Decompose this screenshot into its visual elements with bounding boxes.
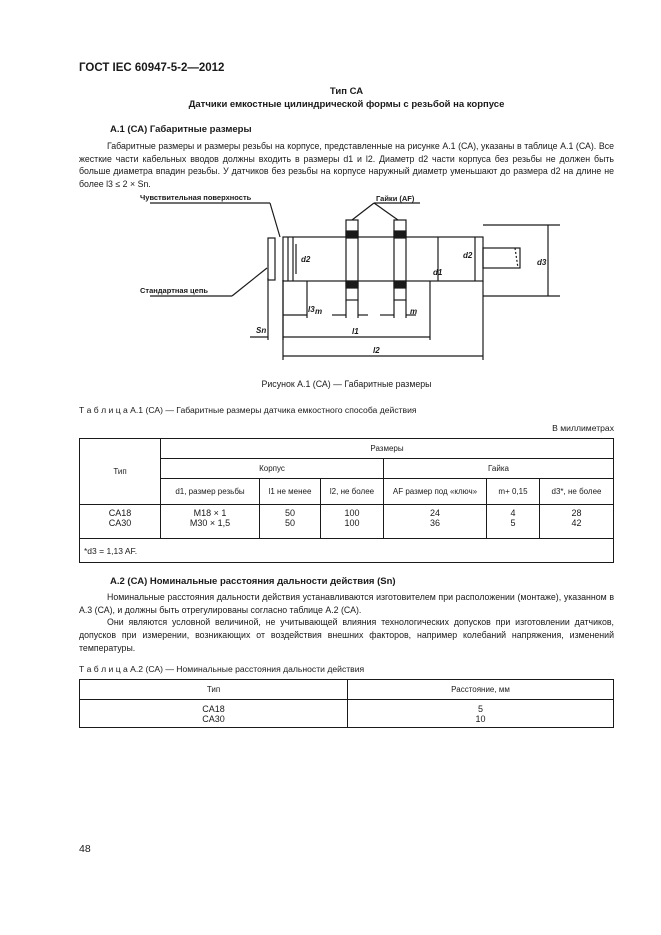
paragraph-a2-text1: Номинальные расстояния дальности действия устанавливаются изготовителем при расположении (монтаже), указанном в А.3 (СА), и должны быть отрегулированы согласно таблице А.2 (СА). bbox=[79, 592, 614, 615]
sensing-cap bbox=[268, 238, 275, 280]
cable bbox=[483, 248, 520, 268]
th-distance: Расстояние, мм bbox=[348, 680, 614, 700]
paragraph-a2 bbox=[79, 591, 614, 655]
th-l2: l2, не более bbox=[321, 479, 384, 505]
dim-l1: l1 bbox=[352, 327, 359, 336]
sensor-body bbox=[283, 237, 483, 281]
th-d3: d3*, не более bbox=[540, 479, 614, 505]
th-type-2: Тип bbox=[80, 680, 348, 700]
th-d1: d1, размер резьбы bbox=[161, 479, 260, 505]
cell-d1: M18 × 1 M30 × 1,5 bbox=[161, 505, 260, 539]
table-distances bbox=[79, 679, 614, 728]
dimension-drawing bbox=[120, 190, 560, 370]
table1-footnote: *d3 = 1,13 AF. bbox=[80, 539, 614, 563]
heading-a2: А.2 (СА) Номинальные расстояния дальности действия (Sn) bbox=[110, 576, 396, 587]
th-af: AF размер под «ключ» bbox=[384, 479, 487, 505]
table-dimensions bbox=[79, 438, 614, 563]
th-dimensions: Размеры bbox=[161, 439, 614, 459]
th-body: Корпус bbox=[161, 459, 384, 479]
th-l1: l1 не менее bbox=[260, 479, 321, 505]
table2-caption: Т а б л и ц а А.2 (СА) — Номинальные расстояния дальности действия bbox=[79, 664, 365, 674]
dim-m-right: m bbox=[410, 307, 418, 316]
label-standard-chain: Стандартная цепь bbox=[140, 286, 208, 295]
paragraph-a1-text: Габаритные размеры и размеры резьбы на корпусе, представленные на рисунке А.1 (СА), указаны в таблице А.1 (СА). Все жесткие части кабельных вводов должны входить в размеры d1 и l2. Диаметр d2 части корпуса без резьбы не должен быть больше диаметра впадин резьбы. У датчиков без резьбы на корпусе наружный диаметр уменьшают до размера d2 на длине не более l3 ≤ 2 × Sn. bbox=[79, 141, 614, 190]
paragraph-a2-text2: Они являются условной величиной, не учитывающей влияния технологических допусков при изготовлении датчиков, допусков при измерении, возникающих от воздействия внешних факторов, например колебаний напряжения, изменений температуры. bbox=[79, 617, 614, 653]
label-sensing-surface: Чувствительная поверхность bbox=[140, 193, 252, 202]
table1-units: В миллиметрах bbox=[552, 423, 614, 433]
dim-d2-left: d2 bbox=[301, 255, 311, 264]
th-type: Тип bbox=[80, 439, 161, 505]
heading-a1: А.1 (СА) Габаритные размеры bbox=[110, 124, 252, 135]
paragraph-a1 bbox=[79, 140, 614, 191]
section-subtitle: Датчики емкостные цилиндрической формы с резьбой на корпусе bbox=[188, 99, 505, 110]
cell-distances: 5 10 bbox=[348, 700, 614, 728]
cell-l1: 50 50 bbox=[260, 505, 321, 539]
dim-l2: l2 bbox=[373, 346, 380, 355]
th-m: m+ 0,15 bbox=[487, 479, 540, 505]
cell-af: 24 36 bbox=[384, 505, 487, 539]
dim-m-left: m bbox=[315, 307, 323, 316]
table1-caption: Т а б л и ц а А.1 (СА) — Габаритные размеры датчика емкостного способа действия bbox=[79, 405, 417, 415]
dim-l3: l3 bbox=[308, 305, 315, 314]
dim-d2-right: d2 bbox=[463, 251, 473, 260]
dim-d1: d1 bbox=[433, 268, 443, 277]
cell-types-2: CA18 CA30 bbox=[80, 700, 348, 728]
th-nut: Гайка bbox=[384, 459, 614, 479]
label-nuts: Гайки (AF) bbox=[376, 194, 415, 203]
document-code: ГОСТ IEC 60947-5-2—2012 bbox=[79, 62, 225, 74]
dim-sn: Sn bbox=[256, 326, 267, 335]
dim-d3: d3 bbox=[537, 258, 547, 267]
cell-l2: 100 100 bbox=[321, 505, 384, 539]
figure-caption: Рисунок А.1 (СА) — Габаритные размеры bbox=[261, 379, 432, 389]
section-type-title: Тип СА bbox=[329, 86, 364, 97]
cell-d3: 28 42 bbox=[540, 505, 614, 539]
cell-types: CA18 CA30 bbox=[80, 505, 161, 539]
cell-m: 4 5 bbox=[487, 505, 540, 539]
page-number: 48 bbox=[79, 843, 91, 855]
